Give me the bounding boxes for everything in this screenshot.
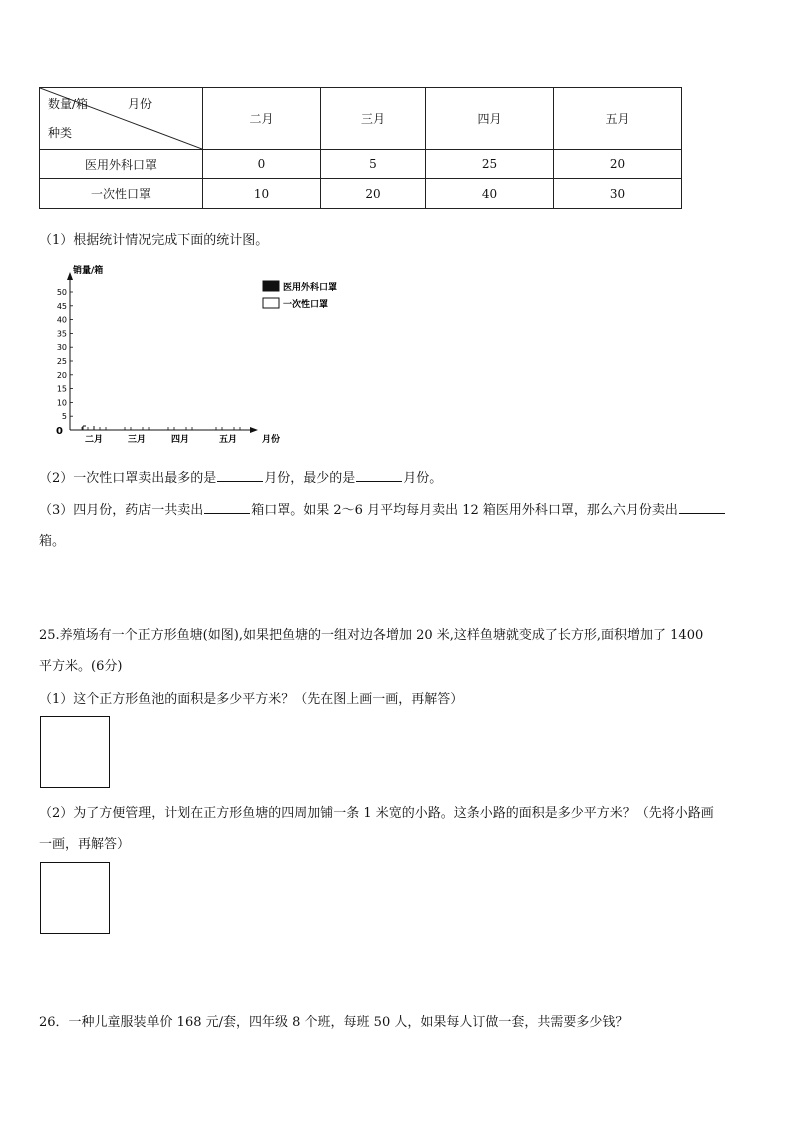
diagonal-header-cell: [40, 88, 203, 150]
x-tick-label: 二月: [84, 435, 104, 445]
y-tick-label: 15: [56, 384, 67, 394]
bar-chart: [50, 262, 360, 452]
q2-text-2: 月份，最少的是: [264, 471, 356, 486]
table-cell: 5: [321, 150, 426, 179]
quantity-label: 数量/箱: [48, 97, 89, 111]
problem-25-line2: 平方米。(6分): [39, 659, 123, 674]
table-cell: 10: [203, 179, 321, 209]
question-1: （1）根据统计情况完成下面的统计图。: [39, 233, 269, 248]
y-tick-label: 45: [56, 301, 67, 311]
question-2: [39, 467, 442, 486]
answer-blank[interactable]: [356, 469, 402, 482]
month-header: 四月: [426, 88, 554, 150]
table-row: [40, 179, 682, 209]
problem-25-q2-line2: 一画，再解答）: [39, 837, 131, 852]
legend-swatch-disposable: [263, 298, 279, 308]
problem-25-q1: （1）这个正方形鱼池的面积是多少平方米？（先在图上画一画，再解答）: [39, 692, 464, 707]
table-cell: 0: [203, 150, 321, 179]
legend-label: 医用外科口罩: [283, 283, 338, 293]
q3-text-2: 箱口罩。如果 2～6 月平均每月卖出 12 箱医用外科口罩，那么六月份卖出: [251, 503, 678, 518]
table-cell: 25: [426, 150, 554, 179]
question-3-cont: 箱。: [39, 534, 66, 549]
kind-label: 种类: [48, 126, 73, 140]
problem-25-line1: 25.养殖场有一个正方形鱼塘(如图),如果把鱼塘的一组对边各增加 20 米,这样鱼塘就变成了长方形,面积增加了 1400: [39, 628, 704, 643]
table-row: [40, 150, 682, 179]
table-header-row: [40, 88, 682, 150]
y-tick-label: 25: [56, 357, 67, 366]
y-tick-label: 35: [56, 329, 67, 339]
x-axis-arrow: [250, 427, 258, 433]
table-cell: 30: [554, 179, 682, 209]
y-tick-label: 0: [56, 426, 63, 437]
problem-25-q2-line1: （2）为了方便管理，计划在正方形鱼塘的四周加铺一条 1 米宽的小路。这条小路的面积是多少平方米？（先将小路画: [39, 806, 714, 821]
table-cell: 20: [554, 150, 682, 179]
month-header: 二月: [203, 88, 321, 150]
y-tick-label: 40: [56, 315, 67, 325]
answer-blank[interactable]: [204, 501, 250, 514]
table-cell: 40: [426, 179, 554, 209]
y-tick-label: 20: [56, 370, 67, 380]
x-axis-label: 月份: [262, 435, 281, 445]
q2-text-3: 月份。: [403, 471, 443, 486]
square-pond-figure[interactable]: [40, 716, 110, 788]
y-tick-label: 5: [61, 412, 67, 422]
x-tick-label: 五月: [218, 435, 238, 445]
row-kind: 医用外科口罩: [40, 150, 203, 179]
y-tick-label: 30: [56, 343, 67, 353]
month-header: 三月: [321, 88, 426, 150]
answer-blank[interactable]: [217, 469, 263, 482]
answer-blank[interactable]: [679, 501, 725, 514]
month-label: 月份: [128, 97, 153, 111]
table-cell: 20: [321, 179, 426, 209]
row-kind: 一次性口罩: [40, 179, 203, 209]
square-pond-figure-2[interactable]: [40, 862, 110, 934]
question-3: [39, 499, 726, 518]
month-header: 五月: [554, 88, 682, 150]
y-tick-label: 50: [56, 288, 67, 297]
legend-label: 一次性口罩: [283, 300, 329, 310]
x-tick-label: 四月: [170, 435, 190, 445]
y-tick-label: 10: [56, 398, 67, 408]
q2-text-1: （2）一次性口罩卖出最多的是: [39, 471, 217, 486]
legend-swatch-surgical: [263, 281, 279, 291]
sales-table: [39, 87, 682, 209]
y-axis-label: 销量/箱: [73, 266, 104, 276]
x-tick-label: 三月: [127, 435, 147, 445]
q3-text-1: （3）四月份，药店一共卖出: [39, 503, 204, 518]
problem-26: 26．一种儿童服装单价 168 元/套，四年级 8 个班，每班 50 人，如果每人订做一套，共需要多少钱？: [39, 1015, 629, 1030]
